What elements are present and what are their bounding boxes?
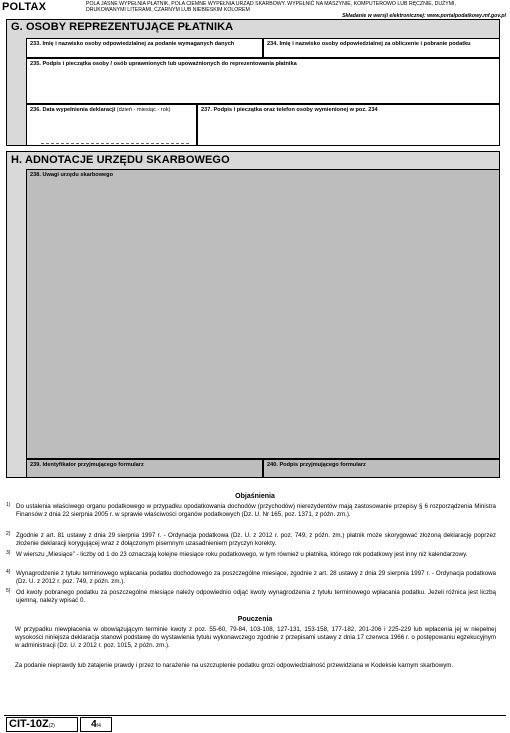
field-240-label: 240. Podpis przyjmującego formularz (267, 462, 366, 468)
page-total: /4 (96, 723, 101, 729)
electronic-filing-note: Składanie w wersji elektronicznej: www.portalpodatkowy.mf.gov.pl (342, 13, 506, 19)
field-233[interactable] (26, 38, 263, 58)
page-number (80, 717, 112, 732)
form-code (6, 717, 78, 732)
field-236-format-hint: (dzień - miesiąc - rok) (116, 107, 171, 113)
brand-logo: POLTAX (2, 1, 47, 13)
field-238[interactable] (26, 169, 500, 459)
footnote-4 (6, 570, 496, 586)
field-234[interactable] (263, 38, 500, 58)
footnote-4-text: Wynagrodzenie z tytułu terminowego wpłacania podatku dochodowego za poszczególne miesiące, zgodnie z art. 28 ustawy z dnia 29 sierpnia 1997 r. - Ordynacja podatkowa (Dz. U. z 2012 r. poz. 749, z późn. zm.). (16, 570, 496, 585)
field-236-label (30, 107, 171, 113)
section-h-title: H. ADNOTACJE URZĘDU SKARBOWEGO (11, 154, 230, 166)
footer-divider (4, 715, 506, 716)
footnote-3-text: W wierszu „Miesiące” - liczby od 1 do 23 oznaczają kolejne miesiące roku podatkowego, w tym również u płatnika, którego rok podatkowy jest inny niż kalendarzowy. (16, 551, 468, 558)
footnote-1 (6, 503, 496, 519)
field-237-label: 237. Podpis i pieczątka oraz telefon osoby wymienionej w poz. 234 (201, 107, 378, 113)
footnote-5-number: 5) (6, 588, 11, 594)
footnote-3-number: 3) (6, 550, 11, 556)
field-235-label: 235. Podpis i pieczątka osoby / osób uprawnionych lub upoważnionych do reprezentowania płatnika (30, 61, 297, 67)
field-239[interactable] (26, 459, 263, 478)
form-code-version: (2) (48, 723, 55, 729)
footnote-5 (6, 589, 496, 605)
field-234-label: 234. Imię i nazwisko osoby odpowiedzialnej za obliczenie i pobranie podatku (267, 41, 471, 47)
note-line-1: POLA JASNE WYPEŁNIA PŁATNIK, POLA CIEMNE WYPEŁNIA URZĄD SKARBOWY. WYPEŁNIĆ NA MASZYNIE, KOMPUTEROWO LUB RĘCZNIE, DUŻYMI, (86, 1, 456, 7)
field-233-label: 233. Imię i nazwisko osoby odpowiedzialnej za podanie wymaganych danych (30, 41, 235, 47)
footnote-2-number: 2) (6, 531, 11, 537)
field-237[interactable] (197, 104, 500, 146)
footnote-2-text: Zgodnie z art. 81 ustawy z dnia 29 sierpnia 1997 r. - Ordynacja podatkowa (Dz. U. z 2012 r. poz. 749, z późn. zm.) płatnik może skorygować złożoną deklarację poprzez złożenie deklaracji korygującej wraz z dołączonym pisemnym uzasadnieniem przyczyn korekty. (16, 532, 496, 547)
instructions-title: Pouczenia (237, 616, 273, 623)
section-g-title: G. OSOBY REPREZENTUJĄCE PŁATNIKA (11, 21, 234, 33)
footnote-4-number: 4) (6, 569, 11, 575)
date-input-line (41, 143, 189, 144)
instructions-paragraph-2: Za podanie nieprawdy lub zatajenie prawdy i przez to narażenie na uszczuplenie podatku grozi odpowiedzialność przewidziana w Kodeksie karnym skarbowym. (15, 662, 454, 669)
note-line-2: DRUKOWANYMI LITERAMI, CZARNYM LUB NIEBIESKIM KOLOREM (86, 7, 250, 14)
field-240[interactable] (263, 459, 500, 478)
footnote-2 (6, 532, 496, 548)
field-239-label: 239. Identyfikator przyjmującego formularz (30, 462, 144, 468)
explanations-title: Objaśnienia (235, 493, 275, 500)
footnote-3 (6, 551, 496, 559)
form-code-name: CIT-10Z (9, 718, 49, 730)
page-current: 4 (91, 719, 97, 730)
instructions-paragraph-1: W przypadku niewpłacenia w obowiązującym terminie kwoty z poz. 55-60, 79-84, 103-108, 127-131, 153-158, 177-182, 201-206 i 225-229 lub wpłacenia jej w niepełnej wysokości niniejsza deklaracja stanowi podstawę do wystawienia tytułu wykonawczego zgodnie z przepisami ustawy z dnia 17 czerwca 1966 r. o postępowaniu egzekucyjnym w administracji (Dz. U. z 2012 r. poz. 1015, z późn. zm.). (15, 626, 496, 649)
footnote-5-text: Od kwoty pobranego podatku za poszczególne miesiące należy odpowiednio odjąć kwoty wynagrodzenia z tytułu terminowego wpłacania podatku. Jeżeli różnica jest liczbą ujemną, należy wpisać 0. (16, 589, 496, 604)
footnote-1-number: 1) (6, 502, 11, 508)
field-236-title: 236. Data wypełnienia deklaracji (30, 107, 116, 113)
field-238-label: 238. Uwagi urzędu skarbowego (30, 172, 113, 178)
footnote-1-text: Do ustalenia właściwego organu podatkowego w przypadku opodatkowania dochodów (przychodów) nierezydentów mają zastosowanie przepisy § 6 rozporządzenia Ministra Finansów z dnia 22 sierpnia 2005 r. w sprawie właściwości organów podatkowych (Dz. U. Nr 165, poz. 1371, z późn. zm.). (16, 503, 496, 518)
field-235[interactable] (26, 58, 500, 104)
field-236[interactable] (26, 104, 197, 146)
section-h (6, 151, 500, 478)
form-instructions-note (86, 1, 506, 19)
section-g (6, 19, 500, 146)
